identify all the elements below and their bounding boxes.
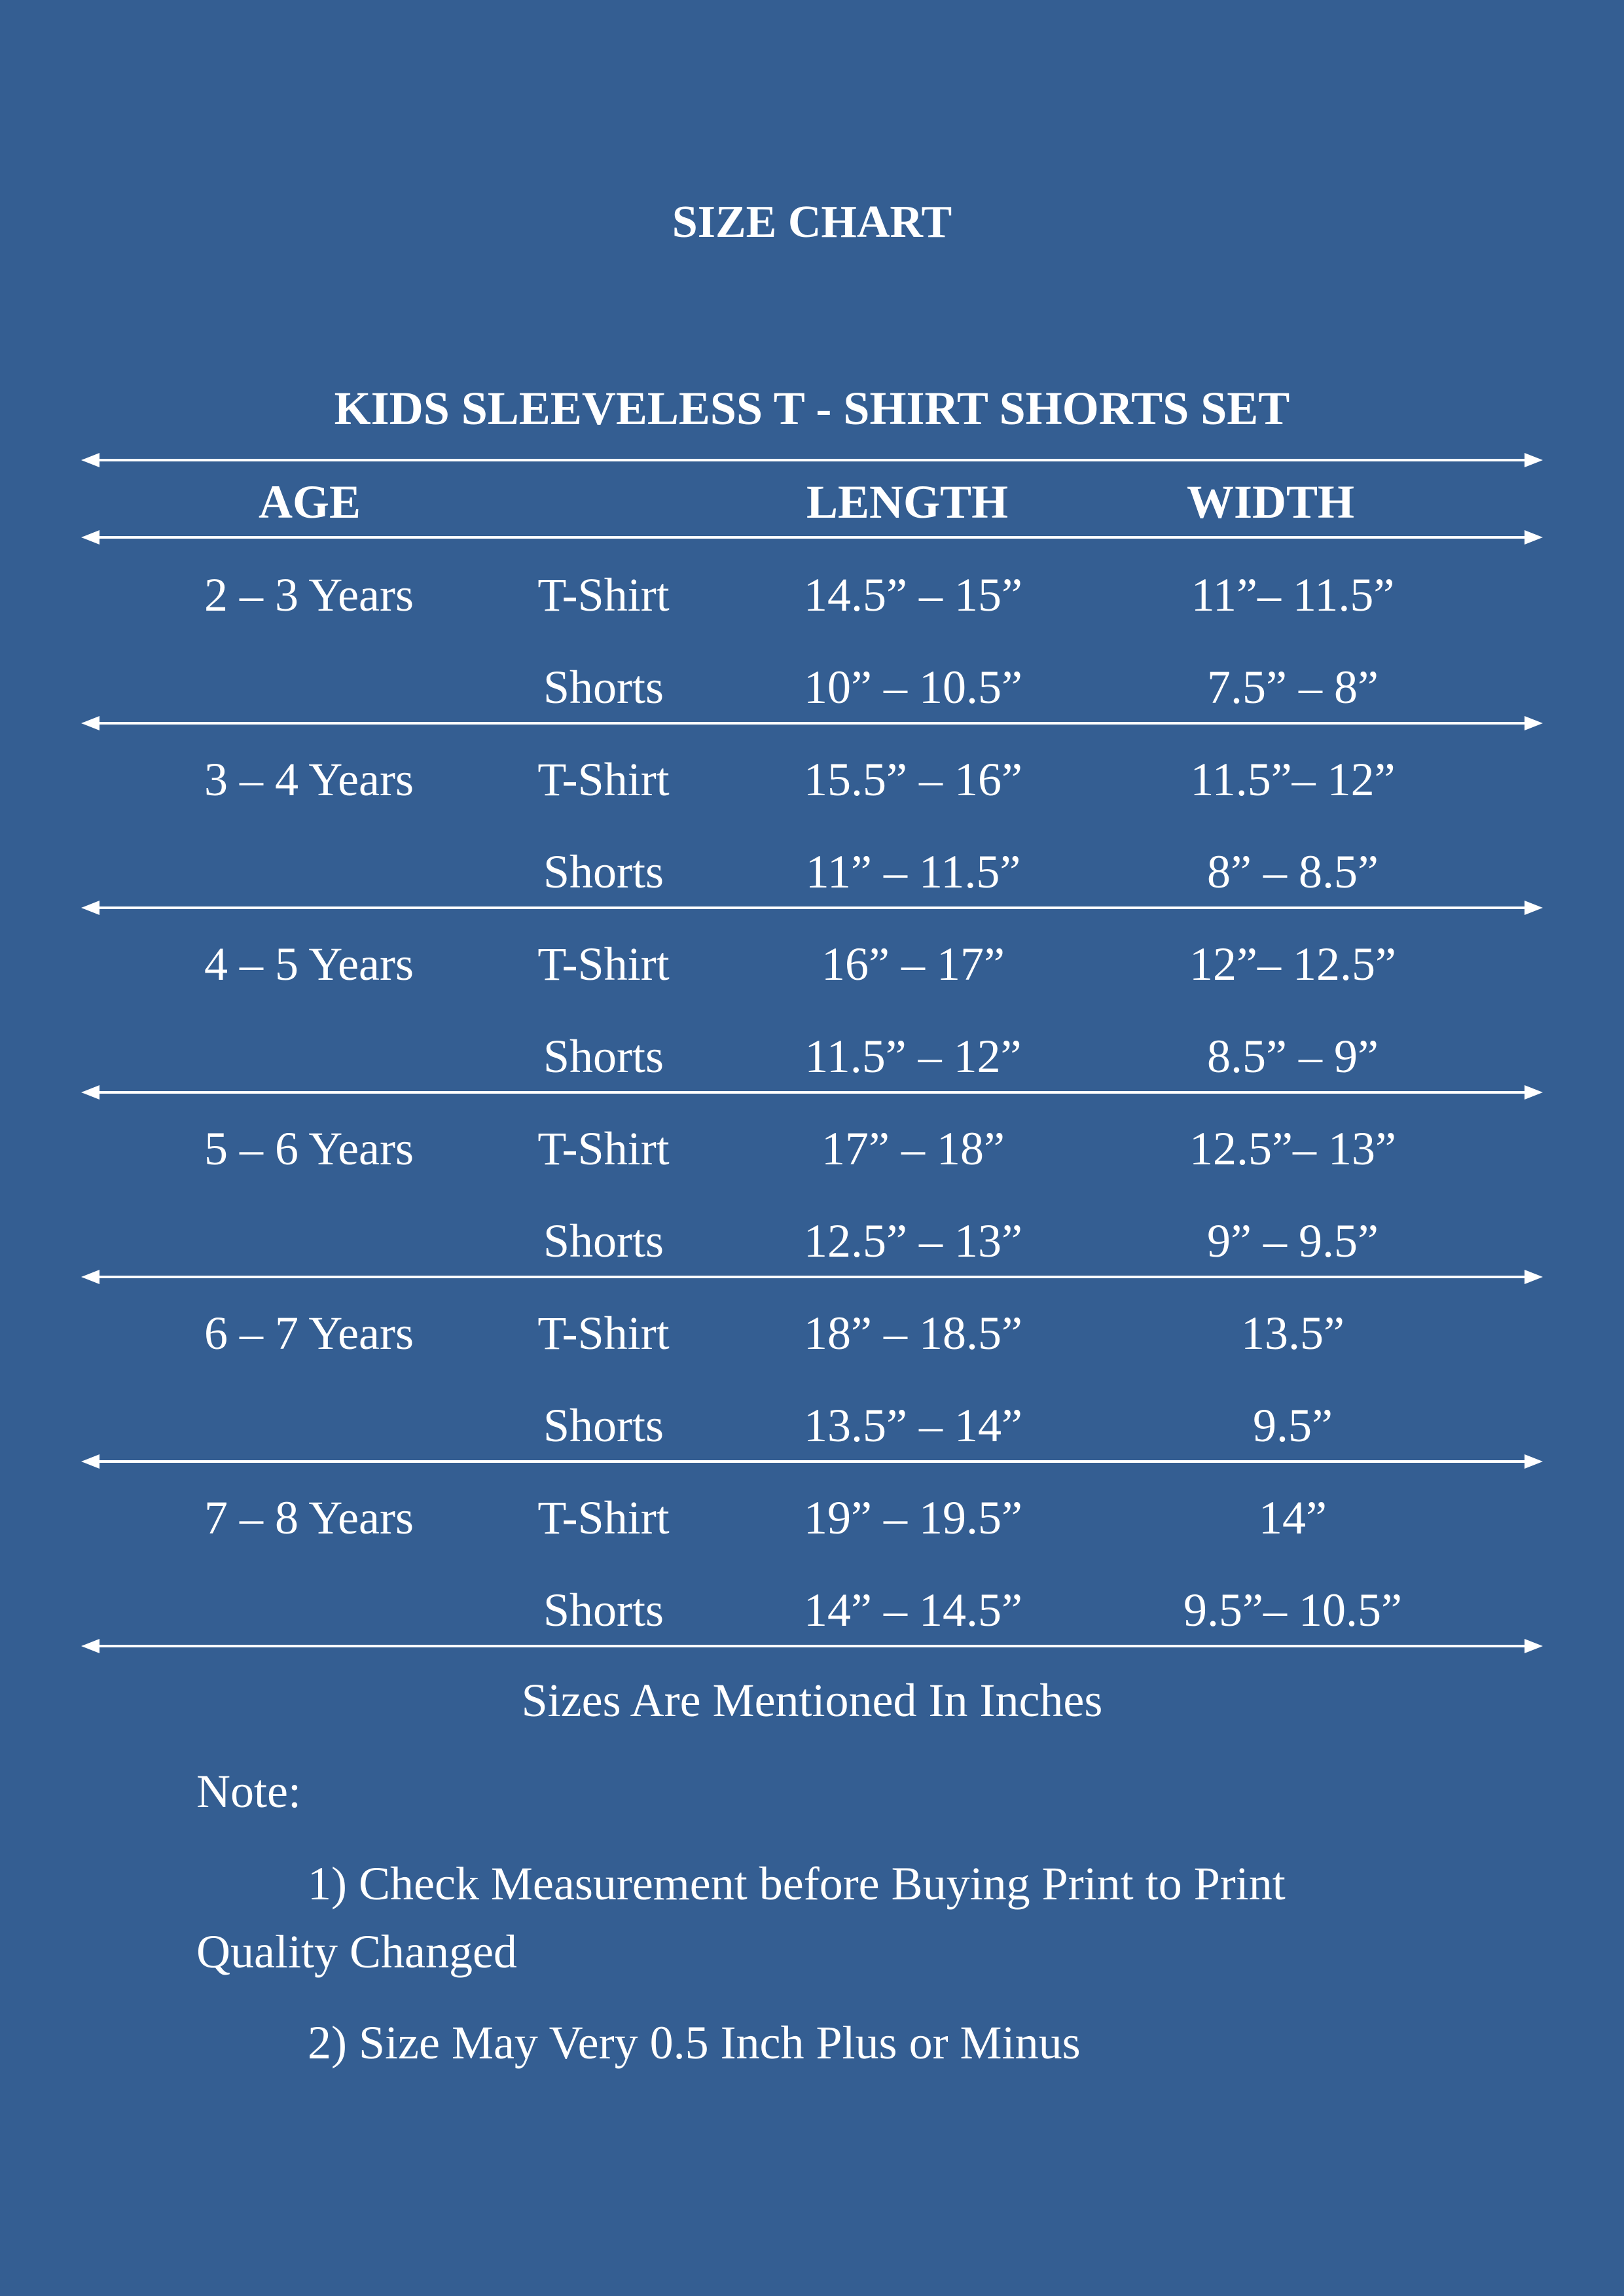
width-cell: 14” (1259, 1492, 1327, 1544)
header-width: WIDTH (1187, 476, 1355, 528)
double-arrow-divider (0, 1638, 1624, 1654)
width-cell: 8.5” – 9” (1207, 1030, 1379, 1083)
page-title: SIZE CHART (672, 197, 952, 247)
age-cell: 5 – 6 Years (204, 1122, 414, 1175)
length-cell: 14.5” – 15” (804, 569, 1022, 621)
footnote: Sizes Are Mentioned In Inches (521, 1674, 1103, 1727)
note-item-1-continued: Quality Changed (196, 1926, 517, 1978)
item-cell: T-Shirt (537, 1307, 670, 1359)
length-cell: 13.5” – 14” (804, 1399, 1022, 1452)
width-cell: 12”– 12.5” (1189, 938, 1396, 990)
length-cell: 12.5” – 13” (804, 1215, 1022, 1267)
age-cell: 6 – 7 Years (204, 1307, 414, 1359)
chart-subtitle: KIDS SLEEVELESS T - SHIRT SHORTS SET (334, 382, 1290, 435)
age-cell: 3 – 4 Years (204, 753, 414, 806)
width-cell: 11.5”– 12” (1190, 753, 1396, 806)
item-cell: Shorts (543, 846, 664, 898)
header-length: LENGTH (806, 476, 1009, 528)
note-item-1: 1) Check Measurement before Buying Print to Print (308, 1857, 1286, 1910)
length-cell: 14” – 14.5” (804, 1584, 1022, 1636)
width-cell: 12.5”– 13” (1189, 1122, 1396, 1175)
double-arrow-divider (0, 1085, 1624, 1100)
width-cell: 8” – 8.5” (1207, 846, 1379, 898)
header-age: AGE (259, 476, 361, 528)
item-cell: Shorts (543, 1399, 664, 1452)
double-arrow-divider (0, 1454, 1624, 1469)
item-cell: Shorts (543, 661, 664, 713)
length-cell: 15.5” – 16” (804, 753, 1022, 806)
width-cell: 7.5” – 8” (1207, 661, 1379, 713)
width-cell: 9.5” (1253, 1399, 1333, 1452)
length-cell: 18” – 18.5” (804, 1307, 1022, 1359)
width-cell: 13.5” (1241, 1307, 1344, 1359)
double-arrow-divider (0, 452, 1624, 468)
note-item-2: 2) Size May Very 0.5 Inch Plus or Minus (308, 2017, 1081, 2069)
double-arrow-divider (0, 529, 1624, 545)
age-cell: 4 – 5 Years (204, 938, 414, 990)
note-label: Note: (196, 1765, 301, 1818)
length-cell: 19” – 19.5” (804, 1492, 1022, 1544)
double-arrow-divider (0, 900, 1624, 916)
width-cell: 9” – 9.5” (1207, 1215, 1379, 1267)
width-cell: 11”– 11.5” (1191, 569, 1395, 621)
length-cell: 10” – 10.5” (804, 661, 1022, 713)
width-cell: 9.5”– 10.5” (1183, 1584, 1402, 1636)
length-cell: 17” – 18” (821, 1122, 1005, 1175)
age-cell: 7 – 8 Years (204, 1492, 414, 1544)
item-cell: T-Shirt (537, 1492, 670, 1544)
double-arrow-divider (0, 1269, 1624, 1285)
item-cell: Shorts (543, 1584, 664, 1636)
length-cell: 16” – 17” (821, 938, 1005, 990)
item-cell: Shorts (543, 1030, 664, 1083)
length-cell: 11” – 11.5” (805, 846, 1021, 898)
item-cell: T-Shirt (537, 569, 670, 621)
age-cell: 2 – 3 Years (204, 569, 414, 621)
item-cell: T-Shirt (537, 938, 670, 990)
item-cell: T-Shirt (537, 1122, 670, 1175)
item-cell: Shorts (543, 1215, 664, 1267)
double-arrow-divider (0, 715, 1624, 731)
length-cell: 11.5” – 12” (804, 1030, 1022, 1083)
item-cell: T-Shirt (537, 753, 670, 806)
